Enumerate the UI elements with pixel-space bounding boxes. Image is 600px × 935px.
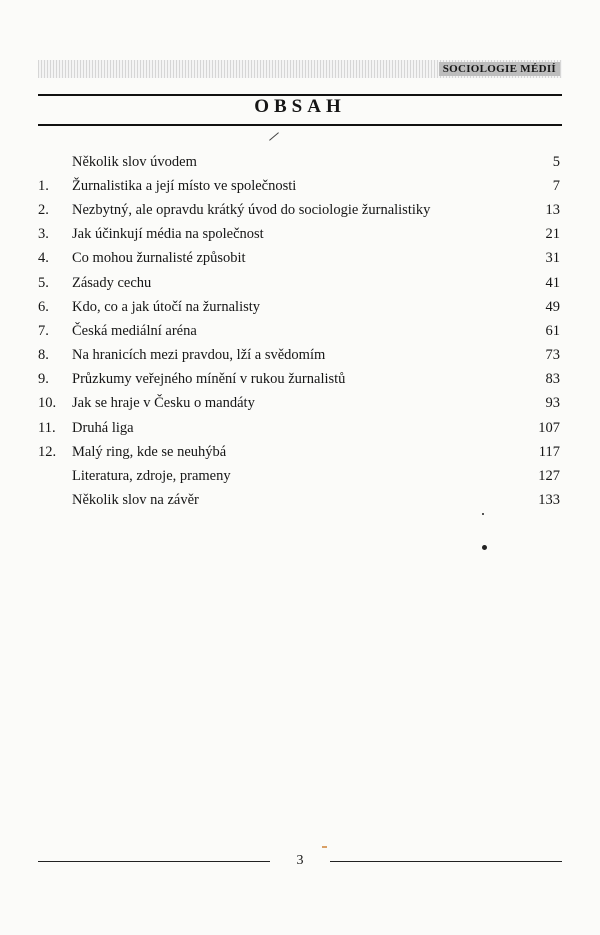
toc-entry <box>38 319 560 343</box>
toc-entry-number: 12. <box>38 443 57 460</box>
toc-entry <box>38 368 560 392</box>
toc-entry-page: 61 <box>545 322 560 339</box>
toc-entry-title: Žurnalistika a její místo ve společnosti <box>72 177 297 194</box>
toc-entry-title: Průzkumy veřejného mínění v rukou žurnalistů <box>72 371 346 388</box>
toc-entry-number: 11. <box>38 419 56 436</box>
toc-entry <box>38 489 560 513</box>
toc-entry-page: 107 <box>538 419 560 436</box>
toc-entry <box>38 440 560 464</box>
toc-entry-page: 31 <box>545 250 560 267</box>
toc-entry-title: Jak se hraje v Česku o mandáty <box>72 395 255 412</box>
toc-entry-number: 4. <box>38 250 49 267</box>
page-title: OBSAH <box>254 96 346 117</box>
toc-entry <box>38 198 560 222</box>
toc-entry-title: Jak účinkují média na společnost <box>72 226 264 243</box>
toc-entry-number: 8. <box>38 347 49 364</box>
toc-entry-number: 7. <box>38 322 49 339</box>
toc-entry-number: 2. <box>38 201 49 218</box>
toc-entry-page: 133 <box>538 492 560 509</box>
toc-entry-number: 6. <box>38 298 49 315</box>
toc-entry-page: 7 <box>552 177 560 194</box>
toc-entry <box>38 150 560 174</box>
toc-entry-number: 10. <box>38 395 57 412</box>
toc-entry-number: 3. <box>38 226 49 243</box>
toc-entry-title: Druhá liga <box>72 419 134 436</box>
toc-entry-title: Česká mediální aréna <box>72 322 197 339</box>
toc-entry-page: 93 <box>545 395 560 412</box>
toc-entry <box>38 464 560 488</box>
toc-entry-number: 1. <box>38 177 49 194</box>
running-head: SOCIOLOGIE MÉDIÍ <box>439 62 560 76</box>
toc-entry-page: 41 <box>545 274 560 291</box>
toc-entry-title: Na hranicích mezi pravdou, lží a svědomím <box>72 347 326 364</box>
toc-entry-title: Malý ring, kde se neuhýbá <box>72 443 227 460</box>
toc-entry-page: 127 <box>538 468 560 485</box>
toc-entry-title: Nezbytný, ale opravdu krátký úvod do sociologie žurnalistiky <box>72 201 431 218</box>
toc-entry-title: Literatura, zdroje, prameny <box>72 468 231 485</box>
speck-mark <box>482 513 484 515</box>
toc-entry <box>38 223 560 247</box>
table-of-contents <box>38 150 560 513</box>
ink-dot <box>482 545 487 550</box>
toc-entry-page: 49 <box>545 298 560 315</box>
toc-entry-page: 83 <box>545 371 560 388</box>
toc-entry-page: 5 <box>552 153 560 170</box>
toc-entry <box>38 247 560 271</box>
title-rule-bottom <box>38 124 562 126</box>
toc-entry <box>38 295 560 319</box>
toc-entry <box>38 344 560 368</box>
toc-entry-page: 117 <box>538 443 560 460</box>
footer-rule-right <box>330 861 562 862</box>
toc-entry-number: 9. <box>38 371 49 388</box>
toc-entry <box>38 174 560 198</box>
toc-entry <box>38 271 560 295</box>
page-number: 3 <box>296 853 304 868</box>
toc-entry-page: 21 <box>545 226 560 243</box>
toc-entry-title: Zásady cechu <box>72 274 152 291</box>
toc-entry-title: Co mohou žurnalisté způsobit <box>72 250 246 267</box>
toc-entry-number: 5. <box>38 274 49 291</box>
toc-entry-title: Několik slov úvodem <box>72 153 197 170</box>
toc-entry-title: Kdo, co a jak útočí na žurnalisty <box>72 298 261 315</box>
toc-entry <box>38 416 560 440</box>
toc-entry-page: 13 <box>545 201 560 218</box>
toc-entry-page: 73 <box>545 347 560 364</box>
smudge-mark <box>322 846 327 848</box>
toc-entry-title: Několik slov na závěr <box>72 492 199 509</box>
pen-mark <box>269 132 279 140</box>
toc-entry <box>38 392 560 416</box>
